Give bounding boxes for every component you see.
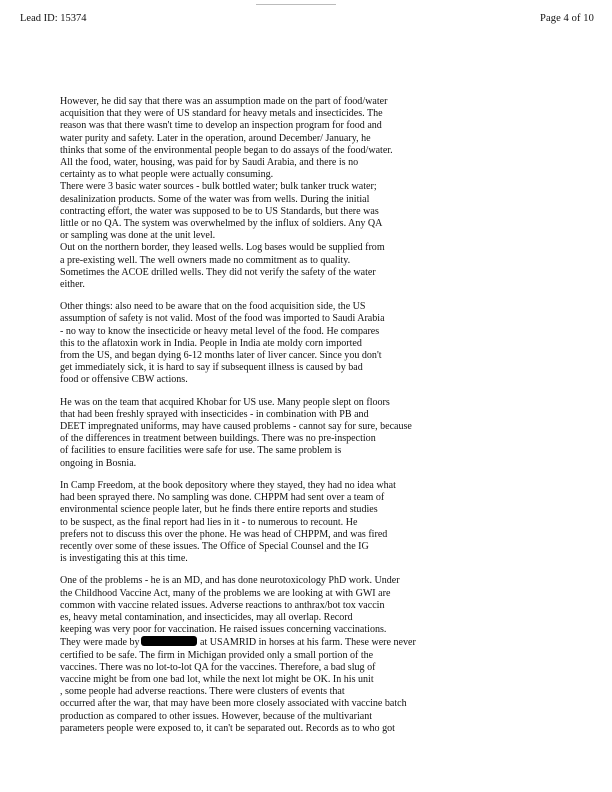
text-line: a pre-existing well. The well owners made no commitment as to quality. (60, 254, 351, 266)
text-line: that had been freshly sprayed with insecticides - in combination with PB and (60, 408, 369, 420)
paragraph-camp-freedom (60, 480, 580, 565)
text-line: DEET impregnated uniforms, may have caused problems - cannot say for sure, because (60, 421, 412, 433)
text-line-with-redaction (60, 636, 580, 649)
text-line: common with vaccine related issues. Adverse reactions to anthrax/bot tox vaccin (60, 599, 385, 611)
text-line: prefers not to discuss this over the phone. He was head of CHPPM, and was fired (60, 528, 388, 540)
text-line: In Camp Freedom, at the book depository where they stayed, they had no idea what (60, 479, 396, 491)
text-line: this to the aflatoxin work in India. People in India ate moldy corn imported (60, 337, 362, 349)
text-line: acquisition that they were of US standard for heavy metals and insecticides. The (60, 108, 383, 120)
text-line: get immediately sick, it is hard to say if subsequent illness is caused by bad (60, 362, 363, 374)
text-line: thinks that some of the environmental people began to do assays of the food/water. (60, 144, 393, 156)
text-line: , some people had adverse reactions. There were clusters of events that (60, 686, 345, 698)
text-fragment: at USAMRID in horses at his farm. These were never (197, 637, 416, 649)
paragraph-vaccines (60, 575, 580, 735)
text-line: es, heavy metal contamination, and insecticides, may all overlap. Record (60, 611, 353, 623)
text-line: of the differences in treatment between buildings. There was no pre-inspection (60, 433, 376, 445)
text-line: All the food, water, housing, was paid for by Saudi Arabia, and there is no (60, 157, 359, 169)
text-line: is investigating this at this time. (60, 553, 188, 565)
text-line: assumption of safety is not valid. Most of the food was imported to Saudi Arabia (60, 313, 385, 325)
text-line: production as compared to other issues. However, because of the multivariant (60, 710, 373, 722)
text-line: the Childhood Vaccine Act, many of the problems we are looking at with GWI are (60, 587, 391, 599)
text-line: Other things: also need to be aware that on the food acquisition side, the US (60, 301, 366, 313)
text-line: One of the problems - he is an MD, and has done neurotoxicology PhD work. Under (60, 575, 400, 587)
text-line: desalinization products. Some of the water was from wells. During the initial (60, 193, 370, 205)
text-line: keeping was very poor for vaccination. He raised issues concerning vaccinations. (60, 624, 387, 636)
text-line: environmental science people later, but he finds there entire reports and studies (60, 504, 378, 516)
text-line: occurred after the war, that may have been more closely associated with vaccine batch (60, 698, 407, 710)
text-line: reason was that there wasn't time to develop an inspection program for food and (60, 120, 382, 132)
text-line: contracting effort, the water was supposed to be to US Standards, but there was (60, 205, 379, 217)
text-line: parameters people were exposed to, it can't be separated out. Records as to who got (60, 722, 395, 734)
text-line: However, he did say that there was an assumption made on the part of food/water (60, 96, 388, 107)
top-rule (256, 4, 336, 5)
text-line: either. (60, 279, 85, 291)
paragraph-food-acquisition (60, 301, 580, 386)
text-line: recently over some of these issues. The Office of Special Counsel and the IG (60, 540, 369, 552)
text-line: ongoing in Bosnia. (60, 457, 137, 469)
text-line: or sampling was done at the unit level. (60, 230, 216, 242)
text-line: vaccines. There was no lot-to-lot QA for the vaccines. Therefore, a bad slug of (60, 661, 376, 673)
text-line: vaccine might be from one bad lot, while the next lot might be OK. In his unit (60, 673, 374, 685)
text-line: water purity and safety. Later in the operation, around December/ January, he (60, 132, 371, 144)
text-line: had been sprayed there. No sampling was done. CHPPM had sent over a team of (60, 492, 385, 504)
text-line: little or no QA. The system was overwhelmed by the influx of soldiers. Any QA (60, 218, 383, 230)
text-line: - no way to know the insecticide or heavy metal level of the food. He compares (60, 325, 380, 337)
text-line: from the US, and began dying 6-12 months later of liver cancer. Since you don't (60, 350, 382, 362)
text-line: Out on the northern border, they leased wells. Log bases would be supplied from (60, 242, 385, 254)
text-line: Sometimes the ACOE drilled wells. They did not verify the safety of the water (60, 266, 376, 278)
page-number: Page 4 of 10 (540, 13, 594, 24)
lead-id: Lead ID: 15374 (20, 13, 87, 24)
text-line: certainty as to what people were actually consuming. (60, 169, 274, 181)
text-line: to be suspect, as the final report had lies in it - to numerous to recount. He (60, 516, 358, 528)
redaction-mark (141, 636, 197, 646)
document-body (60, 96, 580, 745)
text-line: certified to be safe. The firm in Michigan provided only a small portion of the (60, 649, 374, 661)
text-fragment: They were made by (60, 637, 140, 649)
paragraph-water-acquisition (60, 96, 580, 291)
paragraph-khobar (60, 397, 580, 470)
text-line: He was on the team that acquired Khobar for US use. Many people slept on floors (60, 396, 390, 408)
text-line: food or offensive CBW actions. (60, 374, 188, 386)
text-line: of facilities to ensure facilities were safe for use. The same problem is (60, 445, 342, 457)
text-line: There were 3 basic water sources - bulk bottled water; bulk tanker truck water; (60, 181, 377, 193)
